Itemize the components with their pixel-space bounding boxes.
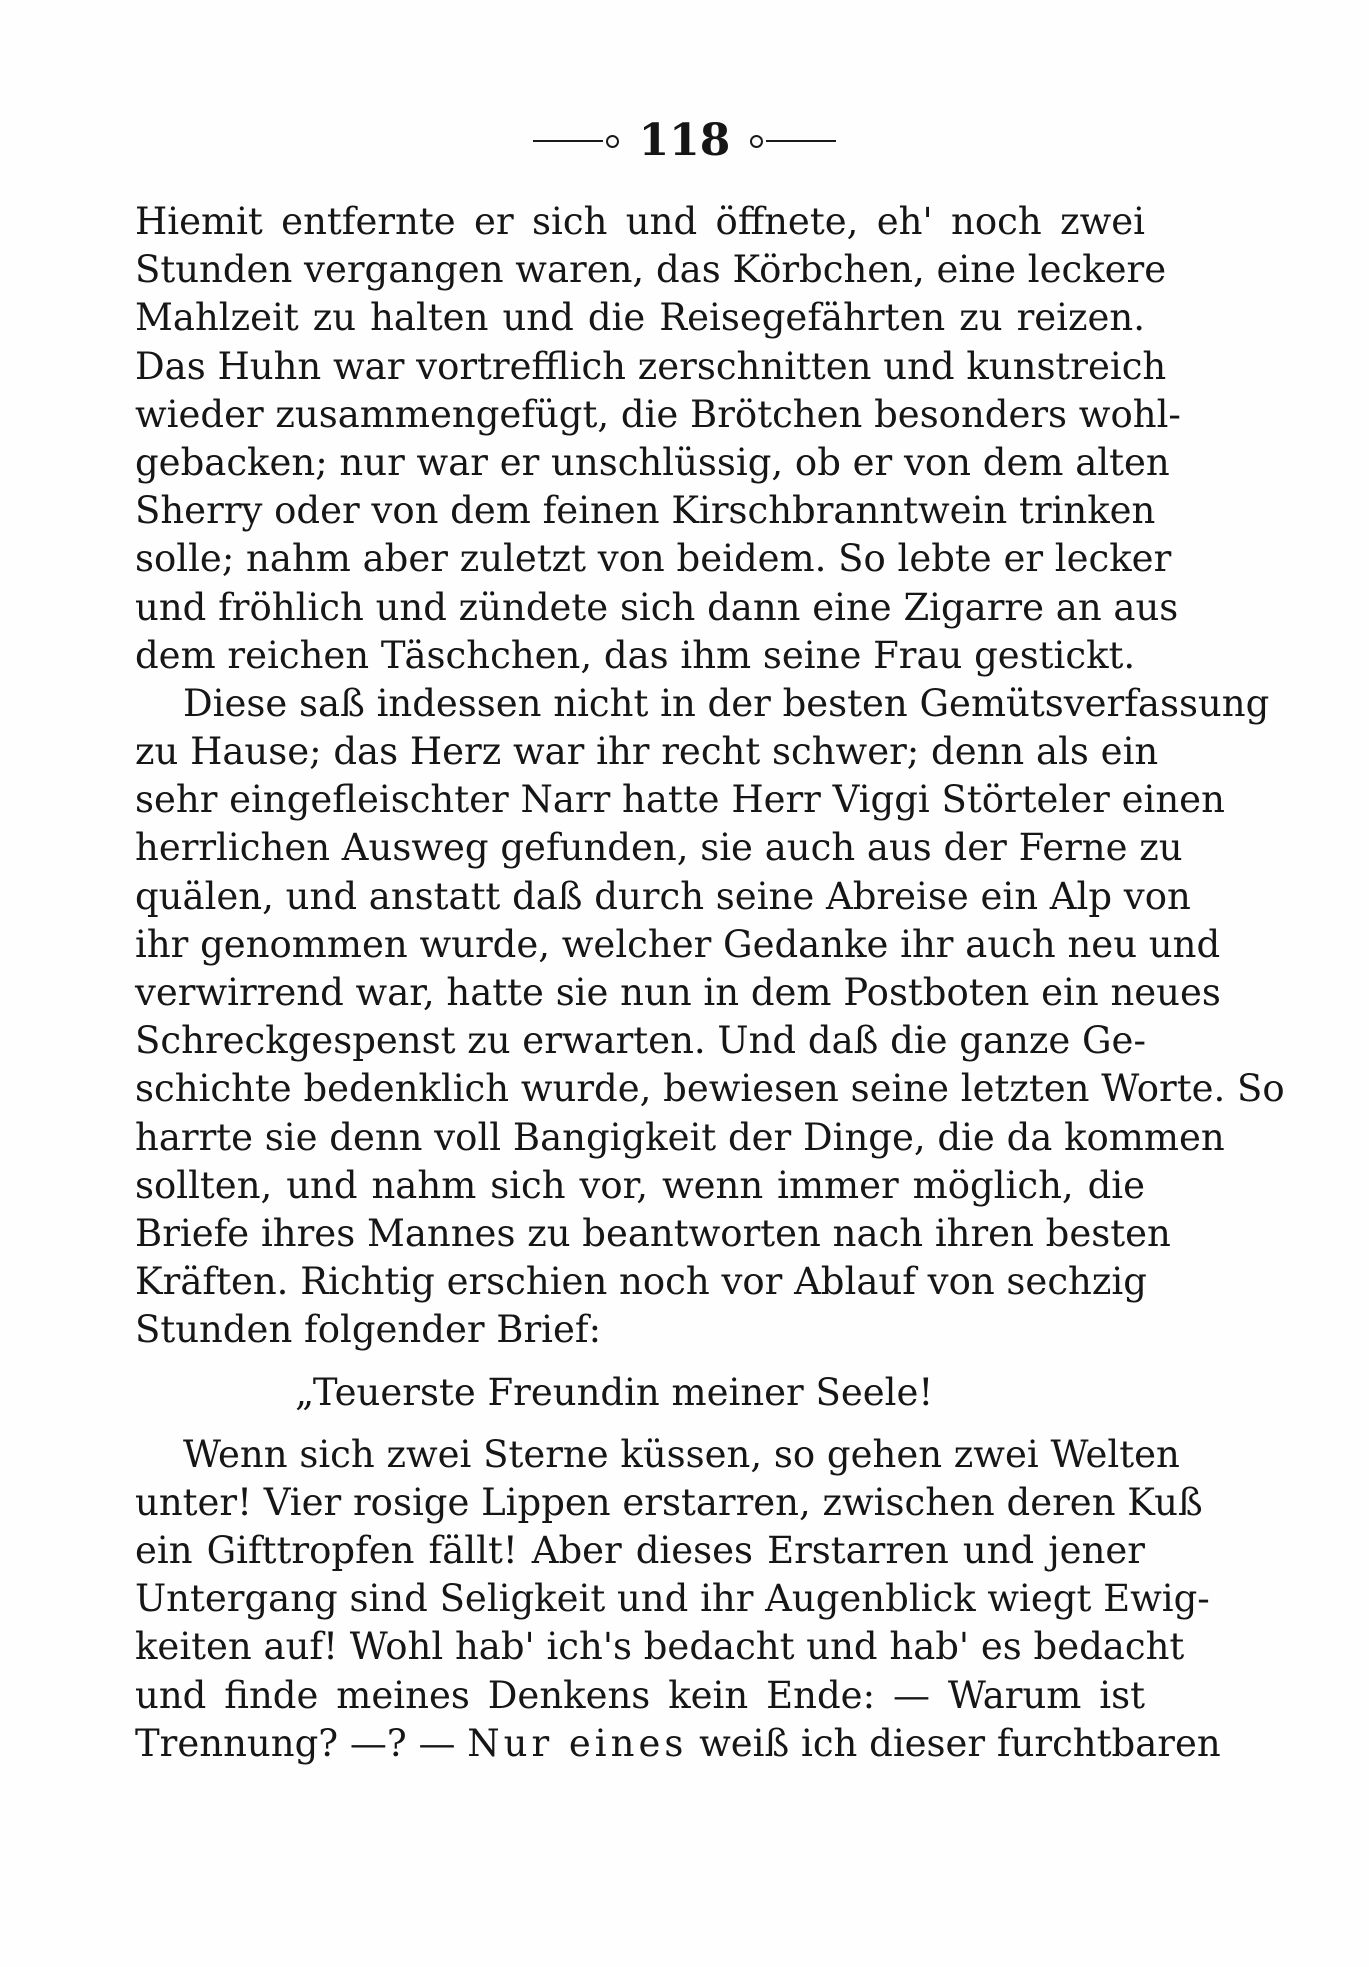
- text-line: Stunden folgender Brief:: [135, 1308, 602, 1352]
- text-line: sehr eingefleischter Narr hatte Herr Viggi Störteler einen: [135, 778, 1225, 822]
- text-line: harrte sie denn voll Bangigkeit der Dinge, die da kommen: [135, 1115, 1225, 1159]
- text-line: Untergang sind Seligkeit und ihr Augenblick wiegt Ewig-: [135, 1577, 1210, 1621]
- text-line: Stunden vergangen waren, das Körbchen, eine leckere: [135, 248, 1167, 292]
- left-ornament-icon: [533, 136, 621, 146]
- text-line: Diese saß indessen nicht in der besten Gemütsverfassung: [183, 681, 1270, 725]
- text-line: solle; nahm aber zuletzt von beidem. So lebte er lecker: [135, 537, 1172, 581]
- text-line: verwirrend war, hatte sie nun in dem Postboten ein neues: [135, 971, 1221, 1014]
- text-line: sollten, und nahm sich vor, wenn immer möglich, die: [135, 1163, 1145, 1207]
- text-line: und finde meines Denkens kein Ende: — Warum ist: [135, 1673, 1145, 1717]
- text-line: Wenn sich zwei Sterne küssen, so gehen zwei Welten: [183, 1432, 1180, 1476]
- text-line: Mahlzeit zu halten und die Reisegefährten zu reizen.: [135, 296, 1145, 340]
- text-line: Sherry oder von dem feinen Kirschbranntwein trinken: [135, 489, 1156, 533]
- text-line: ihr genommen wurde, welcher Gedanke ihr auch neu und: [135, 922, 1221, 966]
- text-line: Kräften. Richtig erschien noch vor Ablauf von sechzig: [135, 1260, 1147, 1304]
- text-line: und fröhlich und zündete sich dann eine Zigarre an aus: [135, 585, 1179, 629]
- text-line: quälen, und anstatt daß durch seine Abreise ein Alp von: [135, 874, 1191, 918]
- text-line: schichte bedenklich wurde, bewiesen seine letzten Worte. So: [135, 1067, 1285, 1111]
- text-line-last: [135, 1720, 1221, 1768]
- page-header: [0, 108, 1369, 171]
- text-line: wieder zusammengefügt, die Brötchen besonders wohl-: [135, 392, 1181, 436]
- text-line: Schreckgespenst zu erwarten. Und daß die ganze Ge-: [135, 1019, 1146, 1063]
- text-line: gebacken; nur war er unschlüssig, ob er von dem alten: [135, 440, 1170, 484]
- text-line: herrlichen Ausweg gefunden, sie auch aus der Ferne zu: [135, 826, 1183, 870]
- text-line: Hiemit entfernte er sich und öffnete, eh' noch zwei: [135, 200, 1145, 243]
- text-line: Briefe ihres Mannes zu beantworten nach ihren besten: [135, 1211, 1171, 1255]
- letter-salutation: „Teuerste Freundin meiner Seele!: [295, 1370, 934, 1414]
- text-line: zu Hause; das Herz war ihr recht schwer; denn als ein: [135, 730, 1159, 774]
- emphasized-text: Nur eines: [467, 1721, 688, 1765]
- text-line: dem reichen Täschchen, das ihm seine Frau gestickt.: [135, 633, 1136, 677]
- text-segment: weiß ich dieser furchtbaren: [687, 1721, 1221, 1765]
- text-line: ein Gifttropfen fällt! Aber dieses Erstarren und jener: [135, 1529, 1145, 1573]
- text-segment: Trennung? —? —: [135, 1721, 468, 1765]
- text-line: Das Huhn war vortrefflich zerschnitten und kunstreich: [135, 344, 1167, 388]
- body-text: [135, 198, 1285, 1768]
- text-line: unter! Vier rosige Lippen erstarren, zwischen deren Kuß: [135, 1480, 1203, 1524]
- page-number: 118: [638, 114, 731, 166]
- text-line: keiten auf! Wohl hab' ich's bedacht und hab' es bedacht: [135, 1625, 1185, 1669]
- right-ornament-icon: [748, 136, 836, 146]
